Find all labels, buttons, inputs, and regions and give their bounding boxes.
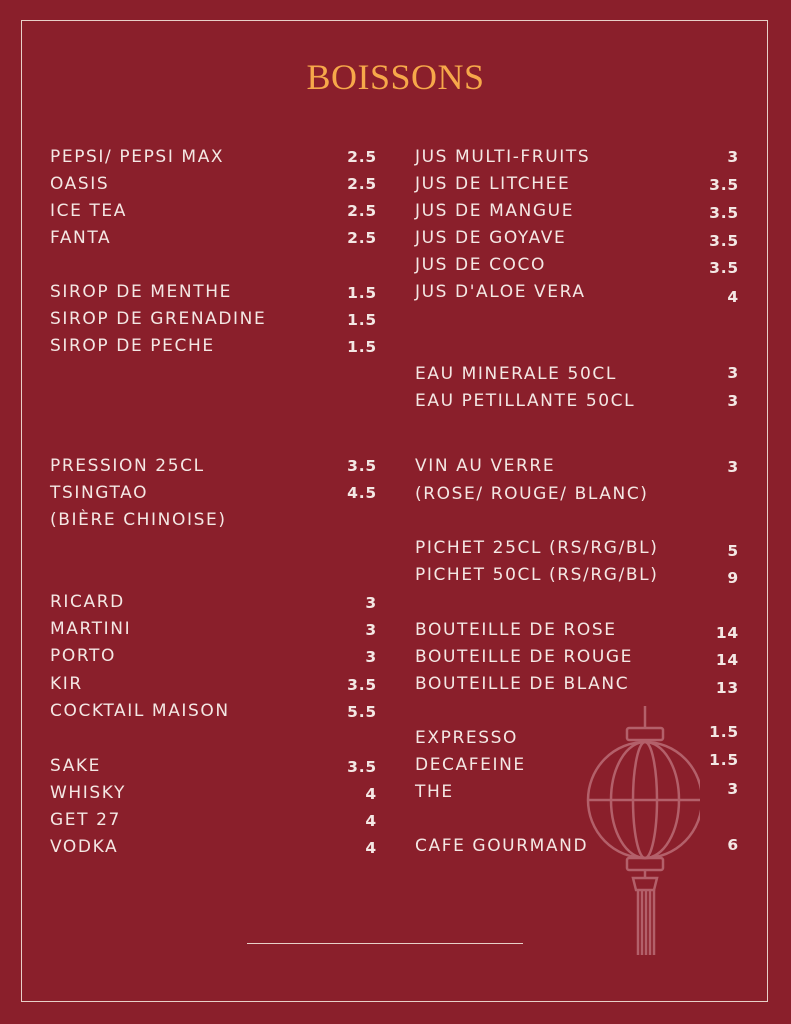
- menu-item-price: 3: [727, 148, 739, 166]
- menu-item-price: 3.5: [709, 259, 739, 277]
- menu-item-price: 3.5: [347, 758, 377, 776]
- menu-item-price: 4: [365, 812, 377, 830]
- menu-item-name: PICHET 50CL (RS/RG/BL): [415, 565, 659, 585]
- menu-item-name: PORTO: [50, 646, 116, 666]
- menu-item-price: 14: [715, 651, 739, 669]
- menu-item-price: 5: [727, 542, 739, 560]
- menu-item-price: 1.5: [347, 338, 377, 356]
- menu-item-name: PRESSION 25CL: [50, 456, 205, 476]
- menu-item-name: SIROP DE GRENADINE: [50, 309, 267, 329]
- menu-item-price: 1.5: [347, 311, 377, 329]
- menu-item-name: (ROSE/ ROUGE/ BLANC): [415, 484, 649, 504]
- menu-item-name: JUS DE MANGUE: [415, 201, 575, 221]
- menu-item-name: ICE TEA: [50, 201, 127, 221]
- menu-item-price: 2.5: [347, 229, 377, 247]
- menu-item-price: 3.5: [347, 676, 377, 694]
- menu-item-name: SIROP DE MENTHE: [50, 282, 232, 302]
- menu-item-price: 3.5: [709, 204, 739, 222]
- menu-item-name: VIN AU VERRE: [415, 456, 556, 476]
- menu-item-price: 4: [365, 785, 377, 803]
- menu-item-name: BOUTEILLE DE BLANC: [415, 674, 630, 694]
- chinese-lantern-icon: [580, 700, 700, 960]
- menu-item-name: JUS DE GOYAVE: [415, 228, 567, 248]
- page-title: BOISSONS: [306, 57, 485, 97]
- menu-item-name: VODKA: [50, 837, 119, 857]
- menu-item-price: 3.5: [709, 176, 739, 194]
- menu-item-name: JUS DE COCO: [415, 255, 546, 275]
- menu-item-price: 5.5: [347, 703, 377, 721]
- menu-item-price: 6: [727, 836, 739, 854]
- menu-item-price: 14: [715, 624, 739, 642]
- menu-item-price: 2.5: [347, 202, 377, 220]
- menu-item-price: 1.5: [709, 751, 739, 769]
- menu-item-price: 3: [365, 621, 377, 639]
- menu-item-price: 3: [727, 458, 739, 476]
- menu-item-name: GET 27: [50, 810, 121, 830]
- menu-item-price: 3.5: [347, 457, 377, 475]
- menu-item-price: 4.5: [347, 484, 377, 502]
- menu-item-name: FANTA: [50, 228, 112, 248]
- menu-item-price: 3: [727, 780, 739, 798]
- menu-item-name: PEPSI/ PEPSI MAX: [50, 147, 225, 167]
- menu-item-name: JUS MULTI-FRUITS: [415, 147, 591, 167]
- menu-item-price: 4: [727, 288, 739, 306]
- menu-item-price: 1.5: [709, 723, 739, 741]
- menu-item-name: EXPRESSO: [415, 728, 518, 748]
- menu-item-price: 3: [365, 648, 377, 666]
- menu-item-name: COCKTAIL MAISON: [50, 701, 230, 721]
- menu-item-name: BOUTEILLE DE ROUGE: [415, 647, 633, 667]
- menu-item-name: OASIS: [50, 174, 110, 194]
- menu-item-name: CAFE GOURMAND: [415, 836, 589, 856]
- menu-item-name: WHISKY: [50, 783, 126, 803]
- menu-item-name: RICARD: [50, 592, 125, 612]
- menu-item-name: EAU MINERALE 50CL: [415, 364, 617, 384]
- menu-item-price: 3: [365, 594, 377, 612]
- menu-item-name: THE: [415, 782, 454, 802]
- menu-item-price: 3.5: [709, 232, 739, 250]
- menu-item-name: PICHET 25CL (RS/RG/BL): [415, 538, 659, 558]
- menu-item-name: JUS D'ALOE VERA: [415, 282, 586, 302]
- menu-item-price: 1.5: [347, 284, 377, 302]
- menu-item-name: SIROP DE PECHE: [50, 336, 215, 356]
- menu-item-name: TSINGTAO: [50, 483, 149, 503]
- menu-item-price: 4: [365, 839, 377, 857]
- menu-item-name: SAKE: [50, 756, 102, 776]
- menu-item-name: BOUTEILLE DE ROSE: [415, 620, 617, 640]
- menu-item-price: 13: [715, 679, 739, 697]
- menu-item-name: MARTINI: [50, 619, 132, 639]
- menu-item-price: 9: [727, 569, 739, 587]
- menu-item-name: KIR: [50, 674, 83, 694]
- menu-item-name: JUS DE LITCHEE: [415, 174, 571, 194]
- menu-item-price: 3: [727, 392, 739, 410]
- menu-item-price: 2.5: [347, 148, 377, 166]
- menu-item-price: 2.5: [347, 175, 377, 193]
- menu-item-price: 3: [727, 364, 739, 382]
- menu-item-name: EAU PETILLANTE 50CL: [415, 391, 636, 411]
- bottom-divider: [247, 943, 523, 944]
- menu-item-name: DECAFEINE: [415, 755, 526, 775]
- menu-item-name: (BIÈRE CHINOISE): [50, 510, 227, 530]
